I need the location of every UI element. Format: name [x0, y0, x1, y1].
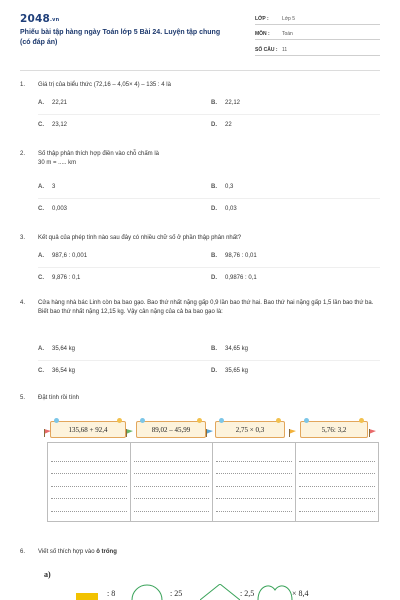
option-separator: [38, 198, 380, 199]
option-c[interactable]: [38, 275, 80, 281]
option-b[interactable]: [211, 346, 248, 352]
dotted-line: [216, 474, 292, 487]
expression-text: 5,76: 3,2: [321, 425, 347, 434]
option-a[interactable]: [38, 100, 67, 106]
meta-value: Toán: [282, 31, 293, 37]
meta-row-question-count: [255, 43, 380, 56]
dotted-line: [299, 474, 376, 487]
question-text: Viết số thích hợp vào: [38, 549, 95, 555]
header-divider: [20, 70, 380, 71]
option-letter: B.: [211, 346, 217, 352]
operation-label: : 8: [107, 589, 116, 598]
option-letter: A.: [38, 100, 44, 106]
question-number: 4.: [20, 300, 26, 306]
answer-column[interactable]: [48, 443, 131, 521]
meta-value: 11: [282, 46, 288, 53]
option-a[interactable]: [38, 253, 87, 259]
option-value: 22,12: [225, 100, 241, 106]
question-number: 3.: [20, 235, 26, 241]
option-c[interactable]: [38, 206, 67, 212]
meta-row-class: [255, 12, 380, 25]
option-value: 3: [52, 184, 56, 190]
option-b[interactable]: [211, 253, 257, 259]
answer-heart[interactable]: [256, 582, 294, 600]
option-letter: B.: [211, 184, 217, 190]
dotted-line: [216, 487, 292, 500]
question-text-line2: 30 m = ..... km: [38, 160, 77, 166]
expression-card-2: [136, 421, 206, 438]
meta-label: MÔN :: [255, 31, 270, 37]
dotted-line: [51, 474, 127, 487]
answer-triangle[interactable]: [200, 584, 240, 600]
dotted-line: [134, 462, 210, 475]
option-value: 34,65 kg: [225, 346, 249, 352]
question-3: [20, 234, 382, 243]
question-text: Số thập phân thích hợp điền vào chỗ chấm là: [38, 151, 160, 157]
option-a[interactable]: [38, 346, 75, 352]
dotted-line: [51, 487, 127, 500]
option-b[interactable]: [211, 184, 233, 190]
option-letter: B.: [211, 253, 217, 259]
option-value: 0,9876 : 0,1: [225, 275, 257, 281]
option-value: 22,21: [52, 100, 68, 106]
start-number-box: [76, 593, 98, 600]
option-d[interactable]: [211, 206, 237, 212]
number-chain: [0, 582, 400, 600]
site-logo[interactable]: [20, 13, 59, 25]
dotted-line: [299, 487, 376, 500]
option-letter: C.: [38, 368, 44, 374]
option-separator: [38, 360, 380, 361]
option-letter: C.: [38, 206, 44, 212]
option-value: 35,65 kg: [225, 368, 249, 374]
option-value: 35,64 kg: [52, 346, 76, 352]
answer-column[interactable]: [296, 443, 379, 521]
question-text: Kết quả của phép tính nào sau đây có nhiều chữ số ở phần thập phân nhất?: [38, 235, 242, 241]
meta-value: Lớp 5: [282, 15, 296, 22]
dotted-line: [216, 499, 292, 512]
sub-question-label: a): [44, 570, 51, 579]
option-letter: D.: [211, 368, 217, 374]
option-letter: D.: [211, 206, 217, 212]
meta-label: LỚP :: [255, 15, 269, 22]
flag-icon: [289, 429, 296, 437]
option-letter: D.: [211, 122, 217, 128]
expression-card-1: [50, 421, 126, 438]
flag-icon: [206, 429, 213, 437]
answer-circle[interactable]: [130, 582, 164, 600]
option-letter: D.: [211, 275, 217, 281]
logo-suffix: .vn: [50, 17, 60, 23]
answer-column[interactable]: [213, 443, 296, 521]
option-letter: A.: [38, 253, 44, 259]
question-text: Giá trị của biểu thức (72,16 – 4,05× 4) – 135 : 4 là: [38, 82, 171, 88]
option-letter: A.: [38, 184, 44, 190]
option-c[interactable]: [38, 368, 75, 374]
option-letter: A.: [38, 346, 44, 352]
option-value: 0,003: [52, 206, 68, 212]
worksheet-meta: [255, 12, 380, 59]
question-4: [20, 299, 382, 317]
option-d[interactable]: [211, 275, 257, 281]
meta-row-subject: [255, 28, 380, 41]
logo-text: 2048: [20, 13, 51, 25]
option-separator: [38, 267, 380, 268]
option-value: 0,3: [225, 184, 234, 190]
dotted-line: [134, 487, 210, 500]
dotted-line: [134, 499, 210, 512]
expression-card-3: [215, 421, 285, 438]
option-value: 9,876 : 0,1: [52, 275, 81, 281]
dotted-line: [134, 449, 210, 462]
option-a[interactable]: [38, 184, 55, 190]
option-c[interactable]: [38, 122, 67, 128]
question-number: 1.: [20, 82, 26, 88]
option-value: 98,76 : 0,01: [225, 253, 257, 259]
question-number: 6.: [20, 549, 26, 555]
question-number: 5.: [20, 395, 26, 401]
question-number: 2.: [20, 151, 26, 157]
question-text: Đặt tính rồi tính: [38, 395, 80, 401]
answer-column[interactable]: [131, 443, 214, 521]
flag-icon: [44, 429, 51, 437]
option-separator: [38, 114, 380, 115]
option-letter: C.: [38, 122, 44, 128]
operation-label: : 25: [170, 589, 183, 598]
expression-text: 2,75 × 0,3: [235, 425, 265, 434]
expression-card-4: [300, 421, 368, 438]
dotted-line: [216, 449, 292, 462]
option-b[interactable]: [211, 100, 240, 106]
dotted-line: [51, 449, 127, 462]
operation-label: : 2,5: [240, 589, 255, 598]
option-value: 0,03: [225, 206, 237, 212]
dotted-line: [51, 499, 127, 512]
question-6: [20, 548, 382, 557]
option-value: 22: [225, 122, 232, 128]
dotted-line: [299, 462, 376, 475]
question-5: [20, 394, 382, 403]
dotted-line: [299, 449, 376, 462]
option-value: 23,12: [52, 122, 68, 128]
question-1: [20, 81, 382, 90]
operation-label: × 8,4: [292, 589, 309, 598]
question-text-bold: ô trống: [96, 549, 117, 555]
question-2: [20, 150, 382, 168]
flag-icon: [126, 429, 133, 437]
dotted-line: [51, 462, 127, 475]
option-letter: C.: [38, 275, 44, 281]
flag-icon: [369, 429, 376, 437]
calculation-grid: [47, 442, 379, 522]
option-d[interactable]: [211, 122, 232, 128]
dotted-line: [134, 474, 210, 487]
option-value: 987,6 : 0,001: [52, 253, 88, 259]
dotted-line: [216, 462, 292, 475]
option-letter: B.: [211, 100, 217, 106]
expression-text: 89,02 – 45,99: [151, 425, 191, 434]
option-d[interactable]: [211, 368, 248, 374]
dotted-line: [299, 499, 376, 512]
worksheet-title: Phiếu bài tập hàng ngày Toán lớp 5 Bài 24. Luyện tập chung (có đáp án): [20, 29, 221, 46]
question-text: Cửa hàng nhà bác Linh còn ba bao gạo. Bao thứ nhất nặng gấp 0,9 lần bao thứ hai. Bao thứ hai nặng gấp 1,5 lần bao thứ ba. Biết bao thứ nhất nặng 12,15 kg. Vậy cân nặng của cả ba bao gạo là:: [38, 300, 374, 315]
option-value: 36,54 kg: [52, 368, 76, 374]
expression-text: 135,68 + 92,4: [68, 425, 108, 434]
meta-label: SỐ CÂU :: [255, 46, 278, 53]
